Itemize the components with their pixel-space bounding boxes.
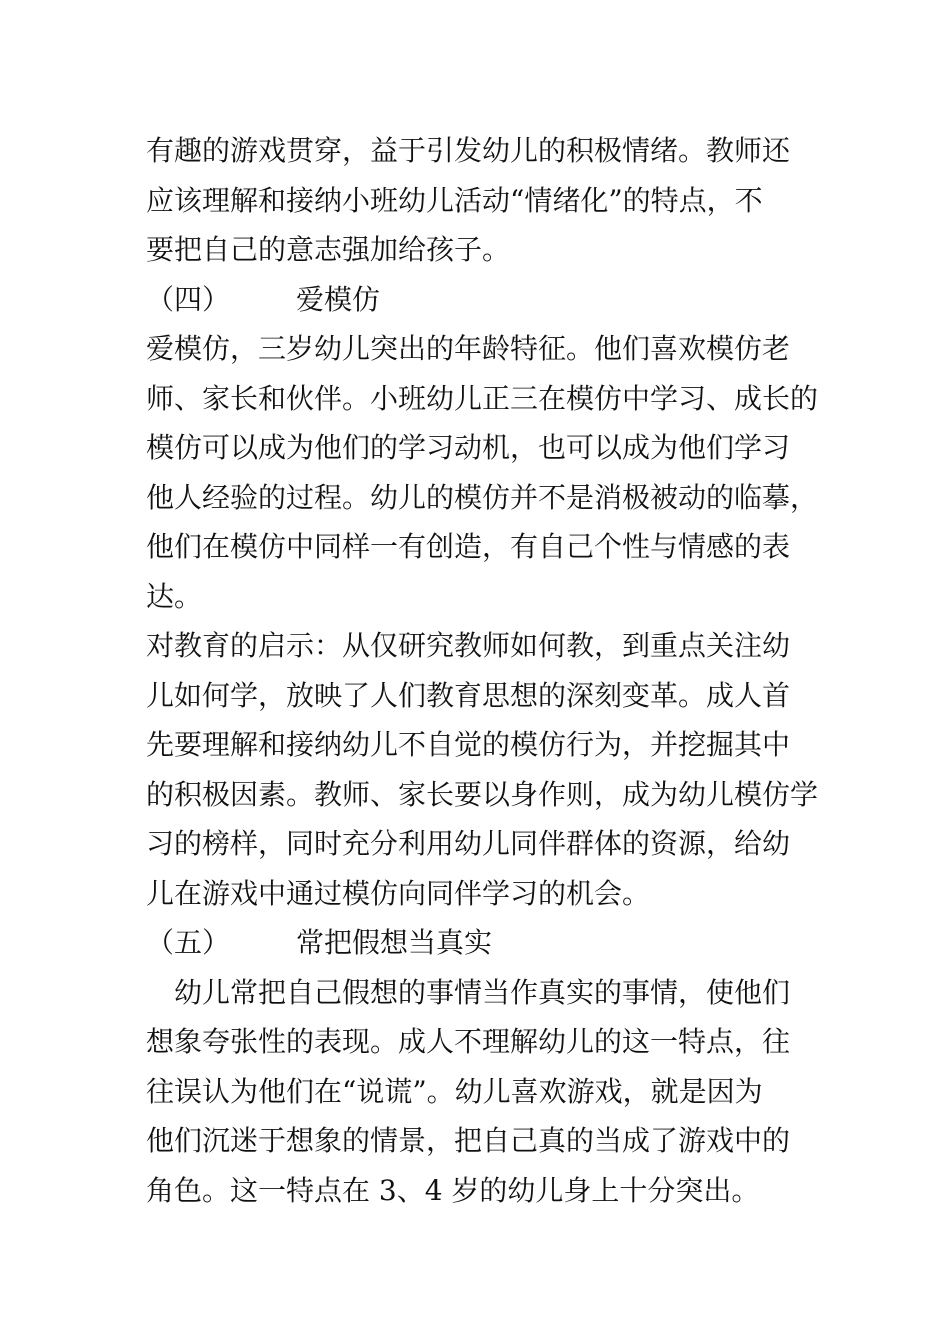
document-body xyxy=(146,126,826,1215)
text-line: 他人经验的过程。幼儿的模仿并不是消极被动的临摹， xyxy=(146,480,819,514)
section-number: （五） xyxy=(146,926,231,959)
text-line: 的积极因素。教师、家长要以身作则，成为幼儿模仿学 xyxy=(146,777,819,811)
paragraph xyxy=(146,621,826,918)
paragraph xyxy=(146,968,826,1216)
text-line: 幼儿常把自己假想的事情当作真实的事情，使他们 xyxy=(146,975,791,1009)
text-line: 模仿可以成为他们的学习动机，也可以成为他们学习 xyxy=(146,431,791,464)
section-number: （四） xyxy=(146,282,231,316)
text-line: 儿如何学，放映了人们教育思想的深刻变革。成人首 xyxy=(146,678,791,712)
text-line: 达。 xyxy=(146,579,203,613)
text-line: 他们沉迷于想象的情景，把自己真的当成了游戏中的 xyxy=(146,1124,791,1157)
text-line: 有趣的游戏贯穿，益于引发幼儿的积极情绪。教师还 xyxy=(146,134,791,167)
text-line: 他们在模仿中同样一有创造，有自己个性与情感的表 xyxy=(146,530,791,563)
section-title: 常把假想当真实 xyxy=(296,926,493,959)
text-line: 往误认为他们在“说谎”。幼儿喜欢游戏，就是因为 xyxy=(146,1074,763,1108)
section-heading-5 xyxy=(146,918,826,968)
section-heading-4 xyxy=(146,275,826,325)
paragraph xyxy=(146,324,826,621)
text-line: 先要理解和接纳幼儿不自觉的模仿行为，并挖掘其中 xyxy=(146,728,791,761)
text-line: 角色。这一特点在 3、4 岁的幼儿身上十分突出。 xyxy=(146,1173,760,1207)
text-line: 应该理解和接纳小班幼儿活动“情绪化”的特点，不 xyxy=(146,183,763,217)
text-line: 师、家长和伙伴。小班幼儿正三在模仿中学习、成长的 xyxy=(146,381,819,415)
text-line: 爱模仿，三岁幼儿突出的年龄特征。他们喜欢模仿老 xyxy=(146,332,791,365)
paragraph xyxy=(146,126,826,275)
text-line: 要把自己的意志强加给孩子。 xyxy=(146,233,511,266)
text-line: 习的榜样，同时充分利用幼儿同伴群体的资源，给幼 xyxy=(146,827,791,860)
text-line: 儿在游戏中通过模仿向同伴学习的机会。 xyxy=(146,876,651,910)
text-line: 对教育的启示：从仅研究教师如何教，到重点关注幼 xyxy=(146,629,791,662)
text-line: 想象夸张性的表现。成人不理解幼儿的这一特点，往 xyxy=(146,1025,791,1058)
section-title: 爱模仿 xyxy=(296,282,381,316)
